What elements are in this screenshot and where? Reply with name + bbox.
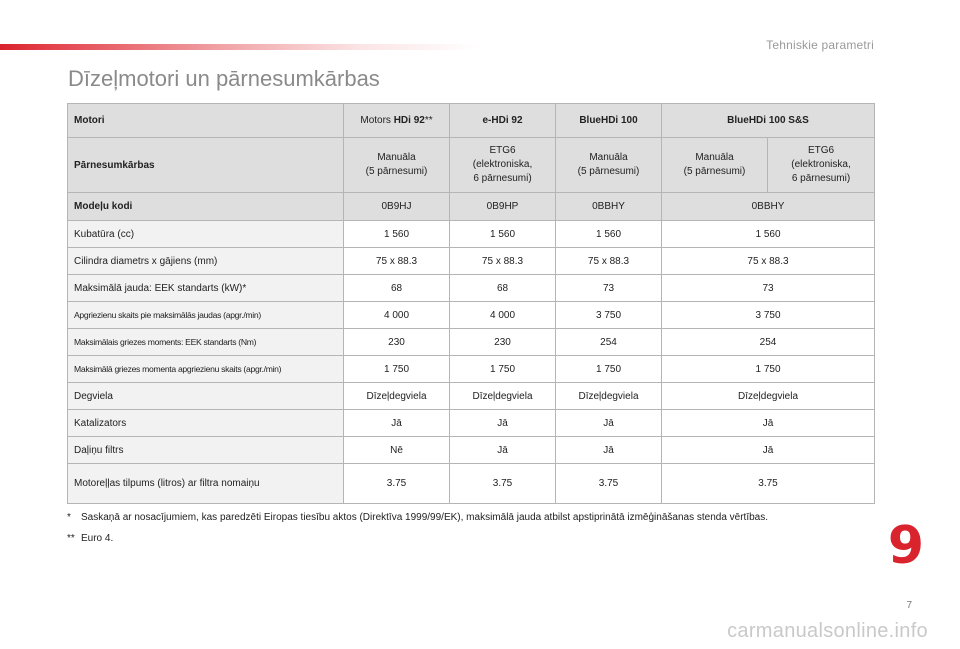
table-row — [68, 221, 875, 248]
row-value: 1 750 — [450, 356, 556, 383]
table-row — [68, 383, 875, 410]
engine-footnote-mark: ** — [424, 115, 433, 126]
row-value: 1 750 — [344, 356, 450, 383]
footnote-mark: ** — [67, 533, 75, 544]
gearbox-line: (elektroniska, — [791, 159, 851, 170]
table-row — [68, 437, 875, 464]
row-value: Jā — [450, 437, 556, 464]
row-value: 1 750 — [556, 356, 662, 383]
motor-label: Motori — [68, 104, 344, 138]
row-value: 75 x 88.3 — [556, 248, 662, 275]
row-value: Jā — [344, 410, 450, 437]
row-label: Degviela — [68, 383, 344, 410]
row-label: Kubatūra (cc) — [68, 221, 344, 248]
row-value: 1 750 — [662, 356, 875, 383]
row-value: 73 — [556, 275, 662, 302]
engine-header-2: e-HDi 92 — [450, 104, 556, 138]
chapter-number: 9 — [887, 516, 924, 576]
footnote-mark: * — [67, 512, 71, 523]
row-value: 73 — [662, 275, 875, 302]
footnote-text: Saskaņā ar nosacījumiem, kas paredzēti Eiropas tiesību aktos (Direktīva 1999/99/EK), maksimālā jauda atbilst apstiprinātā izmēģināšanas stenda vērtības. — [81, 512, 769, 523]
watermark: carmanualsonline.info — [727, 620, 928, 642]
engine-name-1: HDi 92 — [393, 115, 425, 126]
row-value: 4 000 — [450, 302, 556, 329]
gearbox-cell — [556, 138, 662, 193]
page-number: 7 — [906, 600, 912, 611]
gearbox-line: 6 pārnesumi) — [791, 173, 851, 184]
gearbox-line: ETG6 — [489, 145, 516, 156]
row-value: 3 750 — [662, 302, 875, 329]
row-value: 1 560 — [450, 221, 556, 248]
motor-prefix: Motors — [360, 115, 391, 126]
gearbox-line: ETG6 — [807, 145, 835, 156]
row-value: Jā — [556, 410, 662, 437]
row-value: Dīzeļdegviela — [662, 383, 875, 410]
footnote — [67, 531, 867, 546]
table-row — [68, 410, 875, 437]
row-label: Cilindra diametrs x gājiens (mm) — [68, 248, 344, 275]
gearbox-line: (5 pārnesumi) — [683, 166, 746, 177]
row-value: 1 560 — [344, 221, 450, 248]
row-value: Dīzeļdegviela — [556, 383, 662, 410]
table-row — [68, 248, 875, 275]
row-label: Apgriezienu skaits pie maksimālās jaudas (apgr./min) — [68, 302, 344, 329]
engine-header-4: BlueHDi 100 S&S — [662, 104, 875, 138]
header-accent-bar — [0, 44, 480, 50]
row-value: Nē — [344, 437, 450, 464]
row-value: 68 — [450, 275, 556, 302]
model-codes-label: Modeļu kodi — [68, 193, 344, 221]
footnote — [67, 510, 867, 525]
row-value: 75 x 88.3 — [344, 248, 450, 275]
table-row — [68, 275, 875, 302]
row-value: 254 — [556, 329, 662, 356]
model-code: 0B9HJ — [344, 193, 450, 221]
gearbox-line: Manuāla — [695, 152, 734, 163]
row-value: Dīzeļdegviela — [344, 383, 450, 410]
page-title: Dīzeļmotori un pārnesumkārbas — [68, 66, 380, 91]
table-row — [68, 356, 875, 383]
row-value: 3.75 — [556, 464, 662, 504]
row-label: Maksimālais griezes moments: EEK standarts (Nm) — [68, 329, 344, 356]
gearbox-cell — [662, 138, 768, 193]
row-value: Jā — [450, 410, 556, 437]
row-label: Maksimālā jauda: EEK standarts (kW)* — [68, 275, 344, 302]
model-code: 0BBHY — [556, 193, 662, 221]
row-value: 4 000 — [344, 302, 450, 329]
gearbox-line: (elektroniska, — [472, 159, 533, 170]
engine-header-3: BlueHDi 100 — [556, 104, 662, 138]
section-title: Tehniskie parametri — [766, 38, 874, 52]
table-row — [68, 329, 875, 356]
model-code: 0BBHY — [662, 193, 875, 221]
row-value: 230 — [344, 329, 450, 356]
table-row — [68, 464, 875, 504]
gearbox-line: (5 pārnesumi) — [577, 166, 640, 177]
row-label: Katalizators — [68, 410, 344, 437]
footnote-text: Euro 4. — [81, 533, 114, 544]
row-value: 1 560 — [556, 221, 662, 248]
row-value: 230 — [450, 329, 556, 356]
table-row — [68, 302, 875, 329]
footnotes — [67, 510, 867, 546]
row-value: Jā — [662, 437, 875, 464]
gearbox-cell — [450, 138, 556, 193]
row-label: Daļiņu filtrs — [68, 437, 344, 464]
gearbox-line: Manuāla — [589, 152, 628, 163]
row-label: Maksimālā griezes momenta apgriezienu skaits (apgr./min) — [68, 356, 344, 383]
row-label: Motoreļļas tilpums (litros) ar filtra nomaiņu — [68, 464, 344, 504]
gearbox-cell — [344, 138, 450, 193]
row-value: 3 750 — [556, 302, 662, 329]
row-value: 3.75 — [344, 464, 450, 504]
row-value: 1 560 — [662, 221, 875, 248]
row-value: 3.75 — [662, 464, 875, 504]
motor-header-row — [68, 104, 875, 138]
gearbox-line: (5 pārnesumi) — [365, 166, 428, 177]
row-value: 68 — [344, 275, 450, 302]
row-value: 254 — [662, 329, 875, 356]
row-value: Jā — [662, 410, 875, 437]
row-value: 3.75 — [450, 464, 556, 504]
gearbox-cell — [768, 138, 875, 193]
gearbox-line: 6 pārnesumi) — [473, 173, 532, 184]
spec-table — [67, 103, 875, 504]
row-value: Jā — [556, 437, 662, 464]
row-value: Dīzeļdegviela — [450, 383, 556, 410]
gearbox-row — [68, 138, 875, 193]
model-code: 0B9HP — [450, 193, 556, 221]
model-codes-row — [68, 193, 875, 221]
engine-header-1 — [344, 104, 450, 138]
row-value: 75 x 88.3 — [662, 248, 875, 275]
row-value: 75 x 88.3 — [450, 248, 556, 275]
gearbox-label: Pārnesumkārbas — [68, 138, 344, 193]
gearbox-line: Manuāla — [377, 152, 416, 163]
